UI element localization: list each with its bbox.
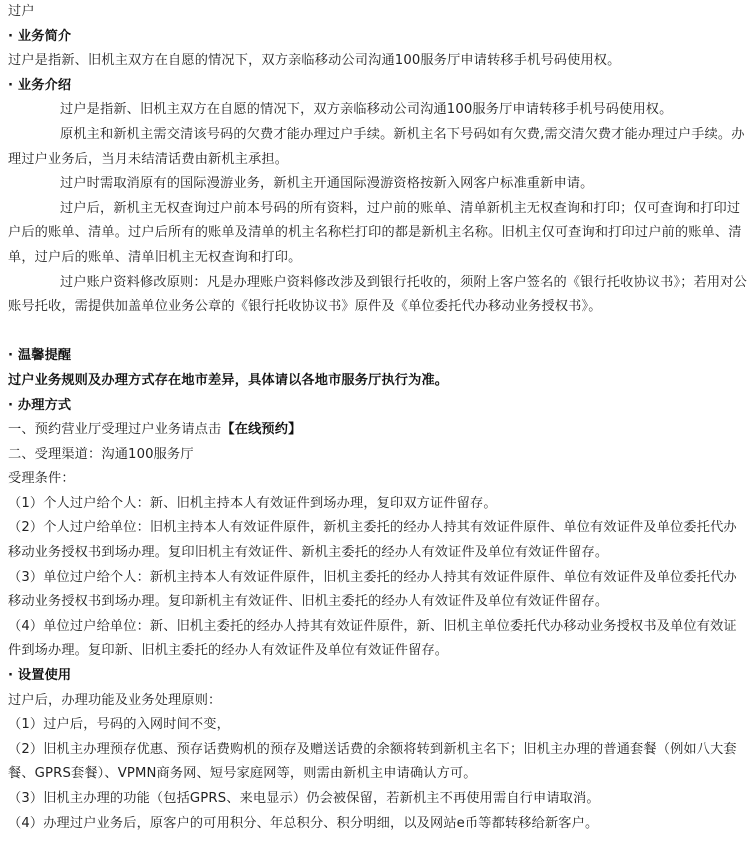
condition-item: （2）个人过户给单位：旧机主持本人有效证件原件，新机主委托的经办人持其有效证件原件、单位有效证件及单位委托代办移动业务授权书到场办理。复印旧机主有效证件、新机主委托的经办人有效证件及单位有效证件留存。 — [8, 520, 737, 561]
usage-item: （4）办理过户业务后，原客户的可用积分、年总积分、积分明细，以及网站e币等都转移给新客户。 — [8, 815, 599, 831]
method-line-channel: 二、受理渠道：沟通100服务厅 — [8, 446, 194, 462]
page-title: 过户 — [8, 4, 35, 19]
method-line-prefix: 一、预约营业厅受理过户业务请点击 — [8, 422, 222, 438]
section-heading-reminder: · 温馨提醒 — [8, 348, 72, 364]
condition-item: （4）单位过户给单位：新、旧机主委托的经办人持其有效证件原件，新、旧机主单位委托代办移动业务授权书及单位有效证件到场办理。复印新、旧机主委托的经办人有效证件及单位有效证件留存。 — [8, 618, 737, 659]
spacer — [8, 320, 747, 345]
detail-paragraph: 过户账户资料修改原则：凡是办理账户资料修改涉及到银行托收的，须附上客户签名的《银行托收协议书》；若用对公账号托收，需提供加盖单位业务公章的《银行托收协议书》原件及《单位委托代办移动业务授权书》。 — [8, 274, 747, 315]
detail-paragraph: 过户是指新、旧机主双方在自愿的情况下，双方亲临移动公司沟通100服务厅申请转移手机号码使用权。 — [60, 102, 673, 118]
reminder-text: 过户业务规则及办理方式存在地市差异，具体请以各地市服务厅执行为准。 — [8, 372, 449, 388]
section-heading-detail: · 业务介绍 — [8, 77, 72, 93]
section-heading-intro: · 业务简介 — [8, 28, 72, 44]
conditions-label: 受理条件： — [8, 471, 75, 487]
condition-item: （1）个人过户给个人：新、旧机主持本人有效证件到场办理，复印双方证件留存。 — [8, 495, 497, 511]
section-heading-method: · 办理方式 — [8, 397, 72, 413]
usage-item: （1）过户后，号码的入网时间不变， — [8, 717, 230, 733]
detail-paragraph: 过户后，新机主无权查询过户前本号码的所有资料，过户前的账单、清单新机主无权查询和打印；仅可查询和打印过户后的账单、清单。过户后所有的账单及清单的机主名称栏打印的都是新机主名称。旧机主仅可查询和打印过户前的账单、清单，过户后的账单、清单旧机主无权查询和打印。 — [8, 200, 742, 265]
usage-item: （2）旧机主办理预存优惠、预存话费购机的预存及赠送话费的余额将转到新机主名下；旧机主办理的普通套餐（例如八大套餐、GPRS套餐）、VPMN商务网、短号家庭网等，则需由新机主申请确认方可。 — [8, 741, 737, 782]
online-booking-link[interactable]: 【在线预约】 — [221, 422, 302, 438]
condition-item: （3）单位过户给个人：新机主持本人有效证件原件，旧机主委托的经办人持其有效证件原件、单位有效证件及单位委托代办移动业务授权书到场办理。复印新机主有效证件、旧机主委托的经办人有效证件及单位有效证件留存。 — [8, 569, 737, 610]
intro-text: 过户是指新、旧机主双方在自愿的情况下，双方亲临移动公司沟通100服务厅申请转移手机号码使用权。 — [8, 53, 621, 69]
section-heading-usage: · 设置使用 — [8, 668, 72, 684]
method-line-appointment — [8, 418, 747, 443]
detail-paragraph: 过户时需取消原有的国际漫游业务，新机主开通国际漫游资格按新入网客户标准重新申请。 — [60, 176, 594, 192]
usage-item: （3）旧机主办理的功能（包括GPRS、来电显示）仍会被保留，若新机主不再使用需自行申请取消。 — [8, 791, 600, 806]
detail-paragraph: 原机主和新机主需交清该号码的欠费才能办理过户手续。新机主名下号码如有欠费,需交清欠费才能办理过户手续。办理过户业务后，当月未结清话费由新机主承担。 — [8, 126, 745, 167]
usage-intro: 过户后，办理功能及业务处理原则： — [8, 692, 222, 708]
